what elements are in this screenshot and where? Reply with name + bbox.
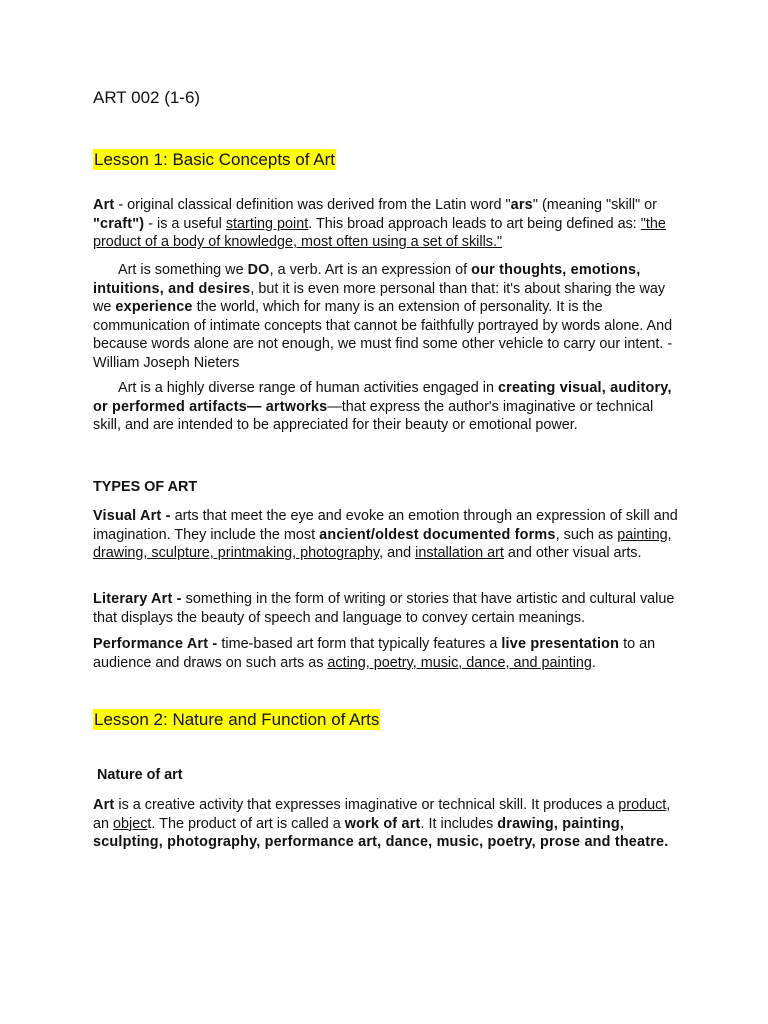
visual-art-paragraph <box>93 507 683 563</box>
live-presentation-term: live presentation <box>501 636 620 652</box>
definition-quote: "the product of a body of knowledge, most often using a set of skills." <box>93 215 666 251</box>
product-underline: product <box>618 797 667 813</box>
text-run: t. The product of art is called a <box>147 815 345 832</box>
nature-of-art-paragraph <box>93 796 683 852</box>
text-run: to an audience and draws on such arts as <box>93 636 656 671</box>
performance-art-term: Performance Art - <box>93 636 218 652</box>
text-run: arts that meet the eye and evoke an emotion through an expression of skill and imagination. They include the most <box>93 508 678 543</box>
text-run: , an <box>93 797 671 832</box>
ars-term: ars <box>510 197 533 213</box>
text-run: and <box>383 545 416 562</box>
performance-art-paragraph <box>93 635 683 672</box>
artifacts-term: creating visual, auditory, or performed artifacts— artworks <box>93 380 672 415</box>
literary-art-term: Literary Art - <box>93 591 182 607</box>
lesson-1-heading <box>93 150 336 170</box>
installation-art-underline: installation art <box>415 545 504 562</box>
experience-term: experience <box>115 299 193 316</box>
text-run: - is a useful <box>144 215 226 232</box>
text-run: . <box>591 654 596 671</box>
visual-forms-underline: painting, drawing, sculpture, printmaking, photography, <box>93 526 672 562</box>
performance-arts-underline: acting, poetry, music, dance, and painting <box>327 654 592 671</box>
text-run: Art is a highly diverse range of human activities engaged in <box>118 380 498 396</box>
text-run: the world, which for many is an extension of personality. It is the communication of intimate concepts that cannot be faithfully portrayed by words alone. And because words alone are not enough, we must find some other vehicle to carry our intent. -William Joseph Nieters <box>93 299 673 371</box>
art-forms-list: drawing, painting, sculpting, photography, performance art, dance, music, poetry, prose and theatre. <box>93 815 669 851</box>
text-run: and other visual arts. <box>503 545 642 562</box>
literary-art-paragraph <box>93 590 683 627</box>
text-run: " (meaning "skill" or <box>532 197 657 213</box>
craft-term: "craft") <box>93 215 145 232</box>
text-run: Art is something we <box>118 262 248 278</box>
do-term: DO <box>247 262 270 278</box>
text-run: - original classical definition was derived from the Latin word " <box>114 197 511 213</box>
text-run: something in the form of writing or stories that have artistic and cultural value that displays the beauty of speech and language to convey certain meanings. <box>93 591 675 626</box>
art-term-2: Art <box>93 797 115 813</box>
art-definition-paragraph <box>93 196 683 252</box>
text-run: —that express the author's imaginative or technical skill, and are intended to be appreciated for their beauty or emotional power. <box>93 398 654 434</box>
text-run: . This broad approach leads to art being defined as: <box>308 215 641 232</box>
starting-point-underline: starting point <box>225 215 309 232</box>
types-of-art-heading: TYPES OF ART <box>93 479 198 495</box>
thoughts-term: our thoughts, emotions, intuitions, and desires <box>93 262 641 297</box>
visual-art-term: Visual Art - <box>93 508 171 524</box>
text-run: , such as <box>555 526 618 543</box>
nature-of-art-heading: Nature of art <box>93 767 183 783</box>
text-run: , a verb. Art is an expression of <box>269 262 472 278</box>
text-run: , but it is even more personal than that: it's about sharing the way we <box>93 280 666 316</box>
text-run: . It includes <box>420 815 498 832</box>
work-of-art-term: work of art <box>344 815 421 832</box>
text-run: time-based art form that typically features a <box>217 636 502 652</box>
art-expression-paragraph <box>93 261 683 373</box>
lesson-2-heading-text: Lesson 2: Nature and Function of Arts <box>94 710 380 729</box>
ancient-forms-term: ancient/oldest documented forms <box>319 526 556 543</box>
document-title: ART 002 (1-6) <box>93 88 201 107</box>
art-activities-paragraph <box>93 379 683 435</box>
art-term: Art <box>93 197 115 213</box>
object-underline: objec <box>113 815 148 832</box>
text-run: is a creative activity that expresses imaginative or technical skill. It produces a <box>114 797 619 813</box>
lesson-2-heading <box>93 710 380 730</box>
lesson-1-heading-text: Lesson 1: Basic Concepts of Art <box>94 150 335 169</box>
